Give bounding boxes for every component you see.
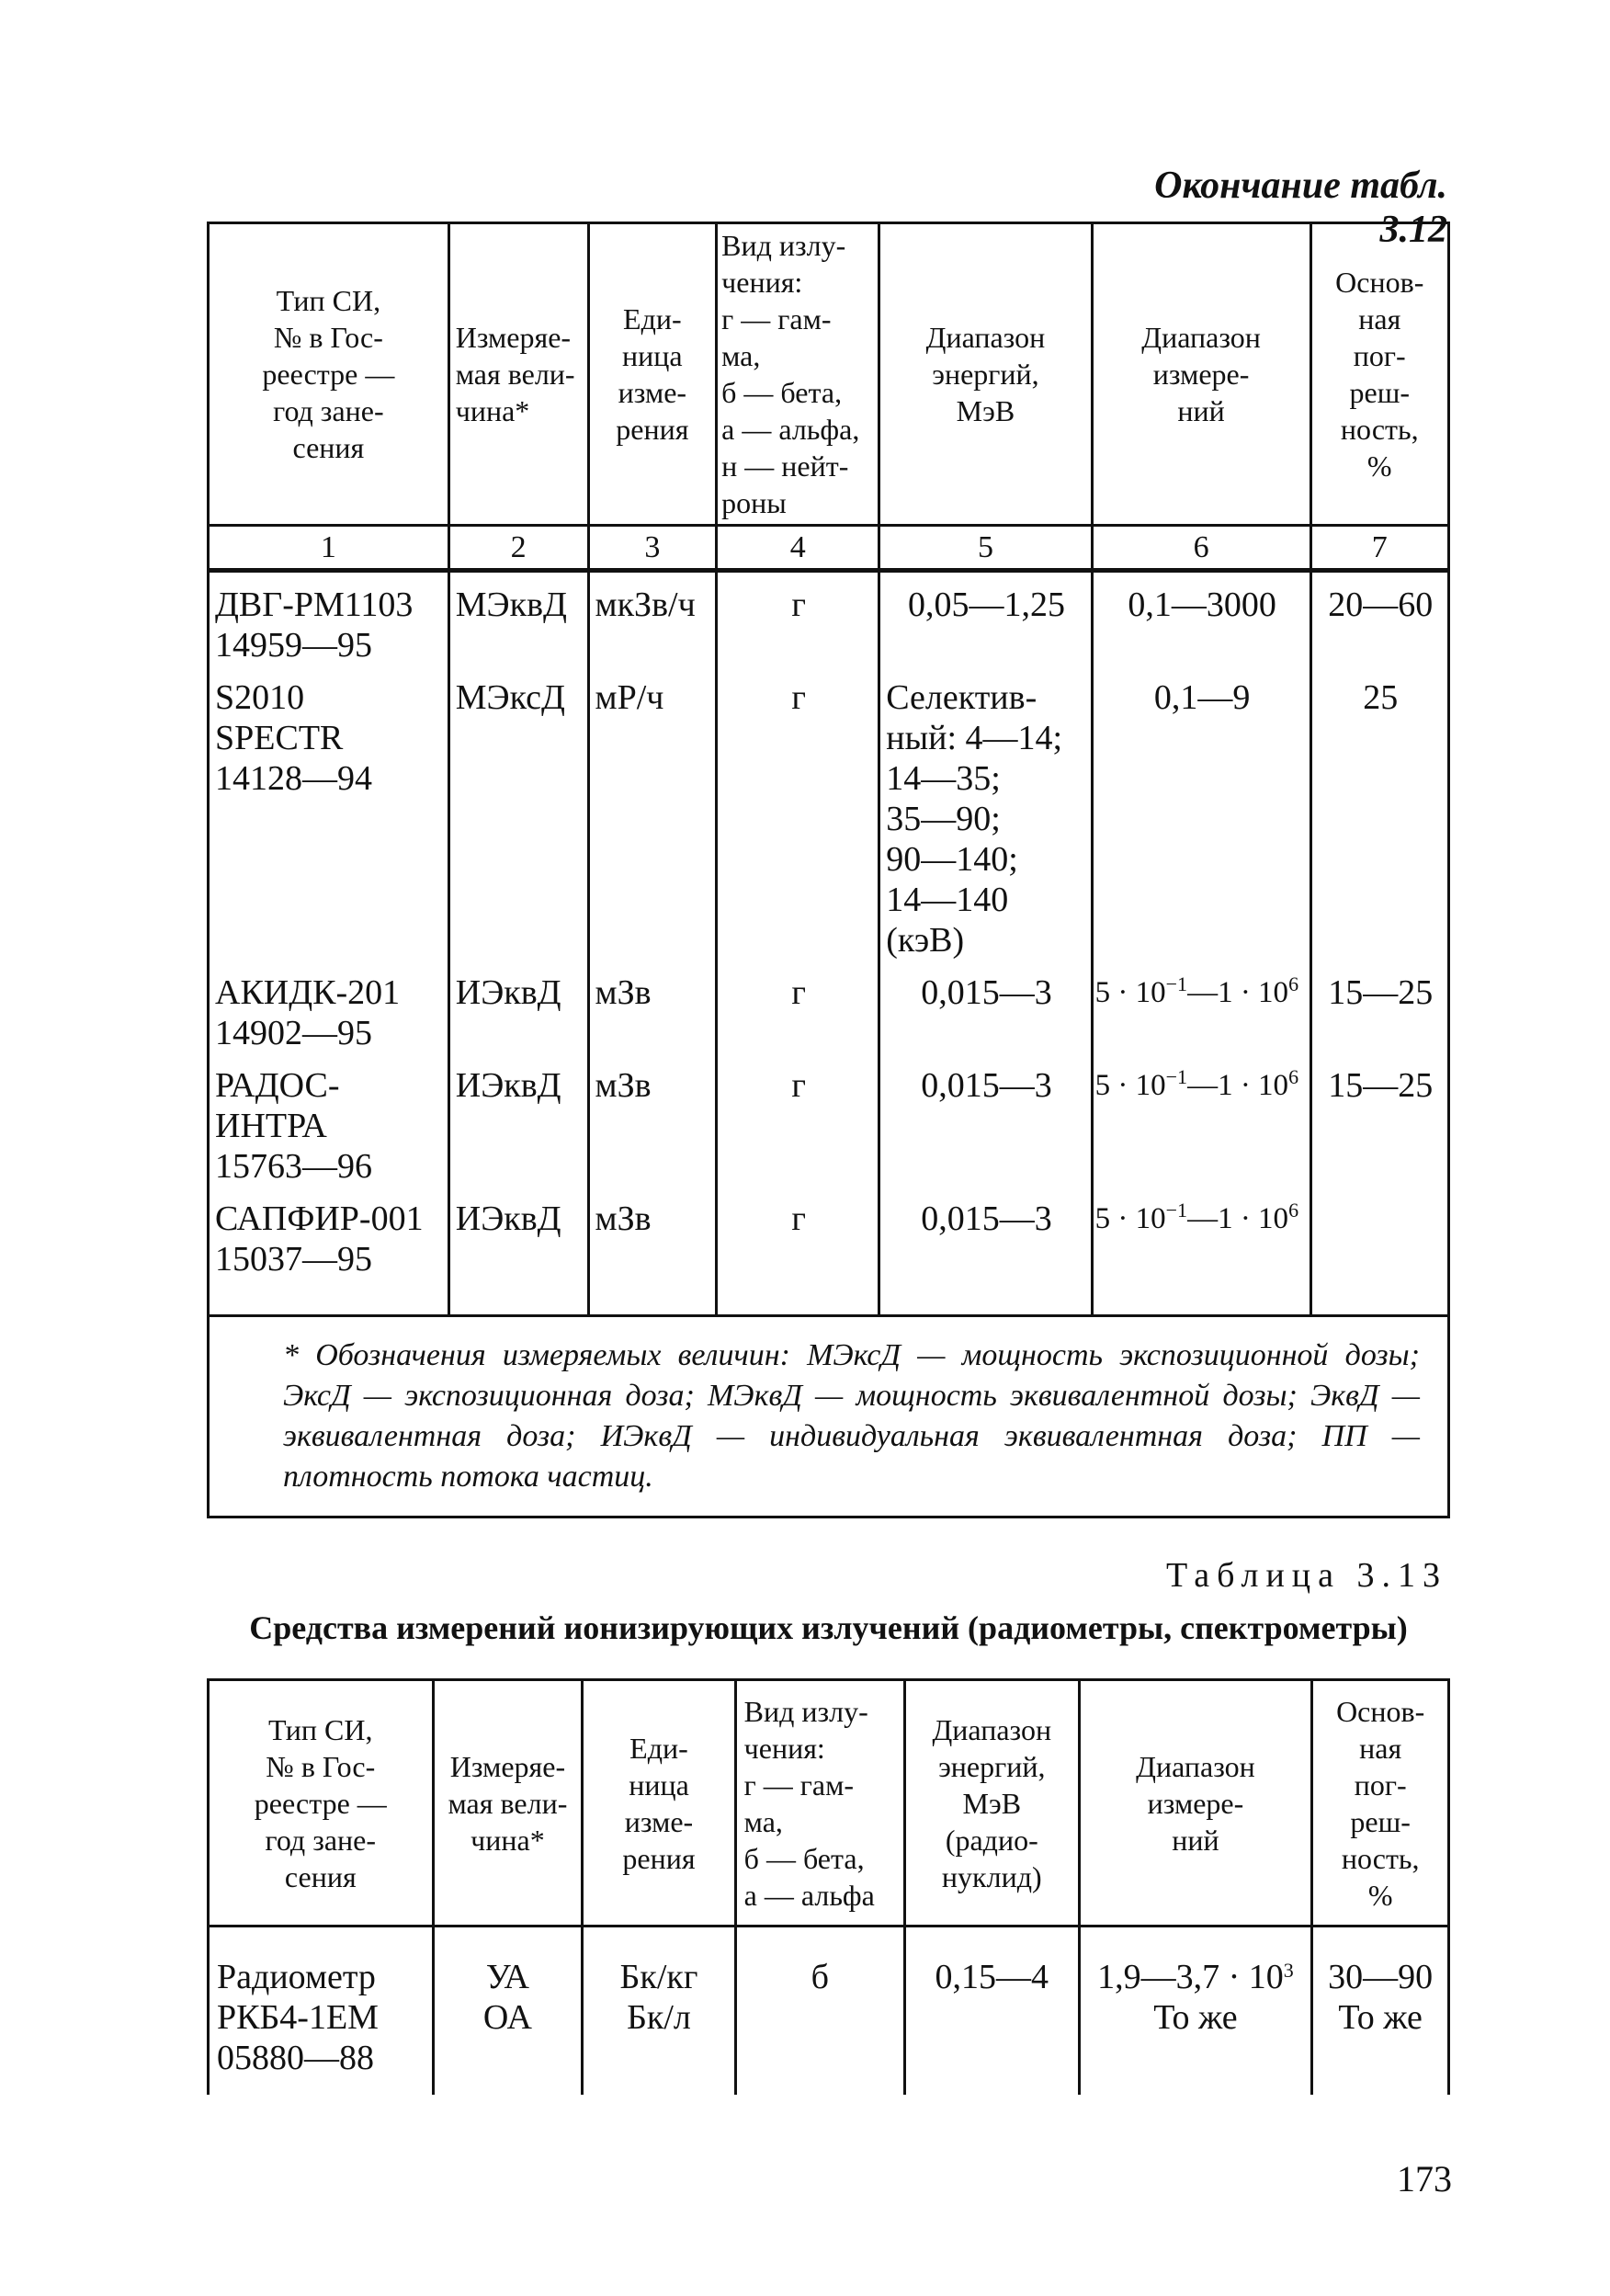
cell-energy bbox=[879, 1187, 1092, 1316]
text-line: АКИДК-201 bbox=[215, 973, 401, 1012]
text-line: мая вели- bbox=[448, 1786, 568, 1820]
column-number: 3 bbox=[588, 526, 717, 571]
text-line: Измеряе- bbox=[449, 1749, 566, 1783]
text-line: SPECTR bbox=[215, 719, 344, 757]
text-line: чения: bbox=[721, 266, 803, 299]
table-row bbox=[209, 960, 1449, 1053]
text-line: 35—90; bbox=[886, 800, 1001, 838]
column-number: 1 bbox=[209, 526, 449, 571]
range-exponent: −1 bbox=[1165, 972, 1188, 995]
text-line: б — бета, bbox=[743, 1841, 865, 1875]
cell-type bbox=[209, 665, 449, 960]
header-error bbox=[1312, 1680, 1449, 1927]
cell-energy: 0,15—4 bbox=[905, 1927, 1080, 2096]
text-line: ная bbox=[1359, 1731, 1402, 1765]
range-exponent: −1 bbox=[1165, 1065, 1188, 1088]
cell-unit: мЗв bbox=[588, 960, 717, 1053]
column-number-row bbox=[209, 526, 1449, 571]
text-line: Бк/л bbox=[627, 1998, 691, 2037]
table-row bbox=[209, 1187, 1449, 1316]
header-type bbox=[209, 223, 449, 526]
text-line: реестре — bbox=[254, 1786, 387, 1820]
text-line: № в Гос- bbox=[273, 321, 383, 354]
cell-range: 0,1—3000 bbox=[1092, 571, 1310, 666]
table-title: Средства измерений ионизирующих излучений (радиометры, спектрометры) bbox=[249, 1609, 1408, 1646]
cell-quantity: ИЭквД bbox=[448, 1187, 588, 1316]
text-line: ма, bbox=[721, 339, 761, 372]
text-line: чина* bbox=[455, 394, 530, 427]
text-line: н — нейт- bbox=[721, 449, 849, 483]
text-line: % bbox=[1366, 449, 1392, 483]
text-line: г — гам- bbox=[743, 1767, 855, 1802]
cell-unit: мкЗв/ч bbox=[588, 571, 717, 666]
text-line: реестре — bbox=[262, 358, 395, 391]
range-text: 5 · 10 bbox=[1094, 1202, 1166, 1235]
text-line: Вид излу- bbox=[743, 1694, 868, 1728]
range-text: 5 · 10 bbox=[1094, 976, 1166, 1009]
text-line: 0,015—3 bbox=[921, 973, 1052, 1012]
header-range bbox=[1079, 1680, 1312, 1927]
text-line: пог- bbox=[1354, 1767, 1407, 1802]
text-line: роны bbox=[721, 486, 787, 519]
footnote-text: * Обозначения измеряемых величин: МЭксД — мощность экспозиционной дозы; ЭксД — экспозиционная доза; МЭквД — мощность эквивалентной дозы; ЭквД — эквивалентная доза; ИЭквД — индивидуальная эквивалентная доза; ПП — плотность потока частиц. bbox=[283, 1338, 1420, 1494]
text-line: рения bbox=[616, 413, 689, 446]
text-line: ность, bbox=[1340, 413, 1419, 446]
text-line: 30—90 bbox=[1328, 1958, 1434, 1996]
range-exponent: 3 bbox=[1283, 1959, 1294, 1982]
cell-error bbox=[1310, 1187, 1448, 1316]
text-line: 14128—94 bbox=[215, 759, 372, 798]
text-line: ДВГ-РМ1103 bbox=[215, 585, 414, 624]
text-line: ОА bbox=[482, 1998, 532, 2037]
text-line: Тип СИ, bbox=[276, 284, 381, 317]
text-line: 14—140 (кэВ) bbox=[886, 881, 1009, 960]
cell-error bbox=[1312, 1927, 1449, 2096]
column-number: 5 bbox=[879, 526, 1092, 571]
text-line: ма, bbox=[743, 1804, 783, 1838]
range-exponent: 6 bbox=[1288, 1199, 1299, 1222]
text-line: ность, bbox=[1341, 1841, 1420, 1875]
text-line: 15763—96 bbox=[215, 1147, 372, 1186]
text-line: Основ- bbox=[1336, 1694, 1425, 1728]
range-exponent: −1 bbox=[1165, 1199, 1188, 1222]
text-line: 14959—95 bbox=[215, 626, 372, 665]
text-line: сения bbox=[292, 431, 365, 464]
cell-quantity: МЭквД bbox=[448, 571, 588, 666]
text-line: 0,015—3 bbox=[921, 1066, 1052, 1105]
table-header-row bbox=[209, 1680, 1449, 1927]
cell-unit: мЗв bbox=[588, 1053, 717, 1187]
range-text: 1,9—3,7 · 10 bbox=[1097, 1958, 1284, 1996]
text-line: мая вели- bbox=[455, 358, 575, 391]
cell-unit: мЗв bbox=[588, 1187, 717, 1316]
footnote bbox=[209, 1316, 1449, 1517]
cell-energy bbox=[879, 960, 1092, 1053]
range-same: То же bbox=[1153, 1998, 1238, 2037]
text-line: год зане- bbox=[273, 394, 384, 427]
page-number: 173 bbox=[1397, 2158, 1452, 2199]
cell-quantity bbox=[433, 1927, 583, 2096]
text-line: ИНТРА bbox=[215, 1107, 327, 1145]
text-line: ница bbox=[622, 339, 683, 372]
range-exponent: 6 bbox=[1288, 972, 1299, 995]
text-line: изме- bbox=[618, 376, 687, 409]
cell-error: 25 bbox=[1310, 665, 1448, 960]
text-line: Вид излу- bbox=[721, 229, 846, 262]
cell-unit bbox=[583, 1927, 735, 2096]
cell-energy bbox=[879, 665, 1092, 960]
text-line: чения: bbox=[743, 1731, 825, 1765]
text-line: пог- bbox=[1353, 339, 1406, 372]
text-line: Еди- bbox=[629, 1731, 688, 1765]
column-number: 2 bbox=[448, 526, 588, 571]
text-line: САПФИР-001 bbox=[215, 1199, 424, 1238]
text-line: № в Гос- bbox=[266, 1749, 376, 1783]
cell-radiation: г bbox=[717, 1053, 879, 1187]
text-line: ная bbox=[1358, 302, 1401, 335]
table-3-13 bbox=[207, 1678, 1450, 2095]
table-label: Таблица 3.13 bbox=[1165, 1556, 1447, 1595]
cell-type bbox=[209, 571, 449, 666]
cell-range: 0,1—9 bbox=[1092, 665, 1310, 960]
text-line: 90—140; bbox=[886, 840, 1018, 879]
text-line: 14—35; bbox=[886, 759, 1001, 798]
text-line: а — альфа bbox=[743, 1878, 875, 1912]
text-line: энергий, bbox=[932, 358, 1039, 391]
text-line: Еди- bbox=[623, 302, 682, 335]
text-line: ний bbox=[1177, 394, 1225, 427]
text-line: ний bbox=[1172, 1823, 1219, 1857]
table-row bbox=[209, 1053, 1449, 1187]
text-line: Диапазон bbox=[932, 1712, 1052, 1746]
cell-range bbox=[1092, 1053, 1310, 1187]
header-unit bbox=[583, 1680, 735, 1927]
table-header-row bbox=[209, 223, 1449, 526]
text-line: УА bbox=[485, 1958, 529, 1996]
cell-unit: мР/ч bbox=[588, 665, 717, 960]
header-range bbox=[1092, 223, 1310, 526]
header-quantity bbox=[448, 223, 588, 526]
text-line: МэВ bbox=[956, 394, 1015, 427]
cell-error: 20—60 bbox=[1310, 571, 1448, 666]
text-line: 05880—88 bbox=[217, 2039, 374, 2077]
cell-quantity: ИЭквД bbox=[448, 960, 588, 1053]
text-line: Диапазон bbox=[1136, 1749, 1255, 1783]
text-line: S2010 bbox=[215, 678, 305, 717]
table-row bbox=[209, 571, 1449, 666]
cell-range bbox=[1092, 1187, 1310, 1316]
text-line: б — бета, bbox=[721, 376, 843, 409]
header-energy bbox=[905, 1680, 1080, 1927]
cell-type bbox=[209, 1927, 434, 2096]
text-line: Радиометр bbox=[217, 1958, 376, 1996]
cell-range bbox=[1079, 1927, 1312, 2096]
text-line: Измеряе- bbox=[455, 321, 572, 354]
text-line: а — альфа, bbox=[721, 413, 860, 446]
header-radiation bbox=[717, 223, 879, 526]
column-number: 6 bbox=[1092, 526, 1310, 571]
cell-radiation: г bbox=[717, 960, 879, 1053]
text-line: г — гам- bbox=[721, 302, 832, 335]
text-line: Диапазон bbox=[1141, 321, 1261, 354]
range-text: —1 · 10 bbox=[1187, 1069, 1289, 1102]
cell-quantity: МЭксД bbox=[448, 665, 588, 960]
cell-radiation: б bbox=[735, 1927, 904, 2096]
text-line: год зане- bbox=[265, 1823, 377, 1857]
table-3-12 bbox=[207, 222, 1450, 1518]
column-number: 7 bbox=[1310, 526, 1448, 571]
table-row bbox=[209, 665, 1449, 960]
table-row bbox=[209, 1927, 1449, 2096]
cell-type bbox=[209, 960, 449, 1053]
text-line: Бк/кг bbox=[619, 1958, 698, 1996]
cell-range bbox=[1092, 960, 1310, 1053]
range-text: —1 · 10 bbox=[1187, 976, 1289, 1009]
footnote-row bbox=[209, 1316, 1449, 1517]
range-exponent: 6 bbox=[1288, 1065, 1299, 1088]
header-quantity bbox=[433, 1680, 583, 1927]
cell-radiation: г bbox=[717, 571, 879, 666]
header-radiation bbox=[735, 1680, 904, 1927]
text-line: сения bbox=[284, 1859, 357, 1893]
continuation-caption: Окончание табл. 3.12 bbox=[1154, 165, 1447, 251]
text-line: рения bbox=[622, 1841, 696, 1875]
cell-radiation: г bbox=[717, 1187, 879, 1316]
text-line: 15037—95 bbox=[215, 1240, 372, 1279]
header-energy bbox=[879, 223, 1092, 526]
cell-quantity: ИЭквД bbox=[448, 1053, 588, 1187]
cell-type bbox=[209, 1187, 449, 1316]
header-error bbox=[1310, 223, 1448, 526]
cell-error: 15—25 bbox=[1310, 1053, 1448, 1187]
range-text: 5 · 10 bbox=[1094, 1069, 1166, 1102]
text-line: Диапазон bbox=[925, 321, 1046, 354]
text-line: энергий, bbox=[938, 1749, 1046, 1783]
text-line: То же bbox=[1338, 1998, 1423, 2037]
text-line: ница bbox=[629, 1767, 689, 1802]
text-line: Основ- bbox=[1335, 266, 1424, 299]
cell-energy bbox=[879, 1053, 1092, 1187]
text-line: измере- bbox=[1152, 358, 1250, 391]
text-line: измере- bbox=[1147, 1786, 1244, 1820]
range-text: —1 · 10 bbox=[1187, 1202, 1289, 1235]
text-line: Селектив- bbox=[886, 678, 1037, 717]
text-line: 0,015—3 bbox=[921, 1199, 1052, 1238]
text-line: реш- bbox=[1350, 1804, 1411, 1838]
header-type bbox=[209, 1680, 434, 1927]
text-line: изме- bbox=[624, 1804, 694, 1838]
range-value bbox=[1084, 1957, 1308, 1997]
text-line: нуклид) bbox=[941, 1859, 1042, 1893]
text-line: Тип СИ, bbox=[268, 1712, 373, 1746]
header-unit bbox=[588, 223, 717, 526]
text-line: 0,05—1,25 bbox=[907, 585, 1065, 624]
text-line: % bbox=[1367, 1878, 1393, 1912]
cell-energy bbox=[879, 571, 1092, 666]
cell-type bbox=[209, 1053, 449, 1187]
column-number: 4 bbox=[717, 526, 879, 571]
text-line: реш- bbox=[1349, 376, 1410, 409]
text-line: РАДОС- bbox=[215, 1066, 340, 1105]
cell-radiation: г bbox=[717, 665, 879, 960]
text-line: (радио- bbox=[945, 1823, 1038, 1857]
text-line: МэВ bbox=[962, 1786, 1022, 1820]
cell-error: 15—25 bbox=[1310, 960, 1448, 1053]
text-line: 14902—95 bbox=[215, 1014, 372, 1052]
text-line: ный: 4—14; bbox=[886, 719, 1063, 757]
text-line: чина* bbox=[471, 1823, 545, 1857]
text-line: РКБ4-1ЕМ bbox=[217, 1998, 379, 2037]
